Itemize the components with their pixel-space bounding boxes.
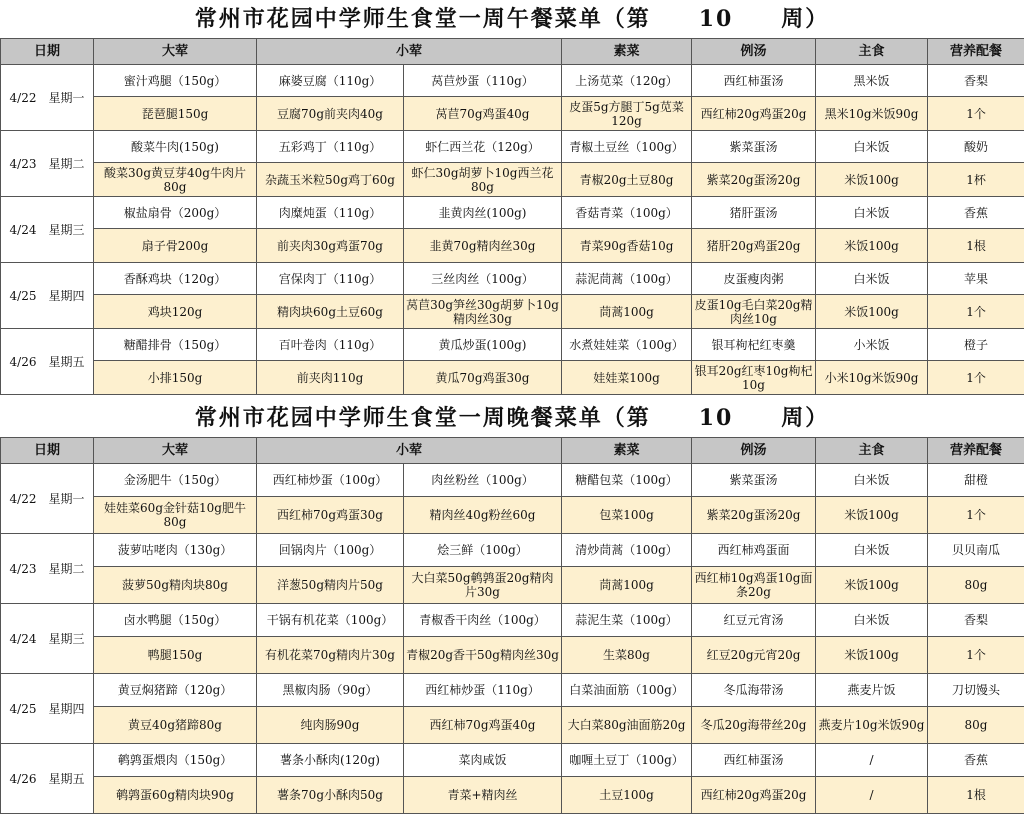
dish-name-cell: 百叶卷肉（110g）: [257, 329, 404, 361]
ingredient-row: [1, 707, 1024, 744]
ingredient-cell: 莴苣30g笋丝30g胡萝卜10g精肉丝30g: [404, 295, 562, 329]
dish-name-cell: 冬瓜海带汤: [692, 674, 816, 707]
dish-name-cell: 鹌鹑蛋煨肉（150g）: [94, 744, 257, 777]
ingredient-cell: 杂蔬玉米粒50g鸡丁60g: [257, 163, 404, 197]
ingredient-cell: 青菜90g香菇10g: [562, 229, 692, 263]
ingredient-cell: 有机花菜70g精肉片30g: [257, 637, 404, 674]
ingredient-row: [1, 497, 1024, 534]
column-header: 例汤: [692, 438, 816, 464]
ingredient-cell: 1根: [928, 777, 1024, 814]
dish-name-row: [1, 464, 1024, 497]
ingredient-cell: 娃娃菜60g金针菇10g肥牛80g: [94, 497, 257, 534]
dish-name-cell: 肉糜炖蛋（110g）: [257, 197, 404, 229]
dish-name-cell: 五彩鸡丁（110g）: [257, 131, 404, 163]
dish-name-cell: 水煮娃娃菜（100g）: [562, 329, 692, 361]
date-cell: 4/26 星期五: [1, 329, 94, 395]
ingredient-cell: 米饭100g: [816, 567, 928, 604]
ingredient-cell: 西红柿20g鸡蛋20g: [692, 97, 816, 131]
dish-name-cell: 西红柿蛋汤: [692, 65, 816, 97]
dish-name-cell: 紫菜蛋汤: [692, 131, 816, 163]
dish-name-cell: 香菇青菜（100g）: [562, 197, 692, 229]
date-cell: 4/24 星期三: [1, 604, 94, 674]
dish-name-row: [1, 674, 1024, 707]
dish-name-cell: 蜜汁鸡腿（150g）: [94, 65, 257, 97]
dish-name-row: [1, 65, 1024, 97]
ingredient-cell: /: [816, 777, 928, 814]
ingredient-cell: 前夹肉110g: [257, 361, 404, 395]
dish-name-cell: 菜肉咸饭: [404, 744, 562, 777]
dish-name-cell: 白米饭: [816, 534, 928, 567]
ingredient-cell: 1根: [928, 229, 1024, 263]
ingredient-cell: 米饭100g: [816, 295, 928, 329]
column-header: 营养配餐: [928, 438, 1024, 464]
ingredient-cell: 土豆100g: [562, 777, 692, 814]
column-header: 大荤: [94, 438, 257, 464]
dish-name-cell: 猪肝蛋汤: [692, 197, 816, 229]
dish-name-cell: 白菜油面筋（100g）: [562, 674, 692, 707]
ingredient-row: [1, 229, 1024, 263]
dish-name-cell: 青椒香干肉丝（100g）: [404, 604, 562, 637]
dish-name-row: [1, 744, 1024, 777]
dish-name-cell: 西红柿蛋汤: [692, 744, 816, 777]
dish-name-row: [1, 329, 1024, 361]
ingredient-cell: 银耳20g红枣10g枸杞10g: [692, 361, 816, 395]
ingredient-cell: 大白菜80g油面筋20g: [562, 707, 692, 744]
dish-name-cell: 白米饭: [816, 263, 928, 295]
ingredient-cell: 燕麦片10g米饭90g: [816, 707, 928, 744]
dish-name-cell: 贝贝南瓜: [928, 534, 1024, 567]
dish-name-cell: 麻婆豆腐（110g）: [257, 65, 404, 97]
date-cell: 4/26 星期五: [1, 744, 94, 814]
ingredient-cell: 黄豆40g猪蹄80g: [94, 707, 257, 744]
dish-name-cell: 黑米饭: [816, 65, 928, 97]
column-header: 例汤: [692, 39, 816, 65]
dish-name-cell: 西红柿炒蛋（100g）: [257, 464, 404, 497]
dish-name-cell: 西红柿鸡蛋面: [692, 534, 816, 567]
column-header: 小荤: [257, 39, 562, 65]
dish-name-cell: 椒盐扇骨（200g）: [94, 197, 257, 229]
dish-name-cell: 白米饭: [816, 604, 928, 637]
date-cell: 4/22 星期一: [1, 464, 94, 534]
ingredient-cell: 紫菜20g蛋汤20g: [692, 163, 816, 197]
dish-name-cell: 肉丝粉丝（100g）: [404, 464, 562, 497]
column-header: 主食: [816, 39, 928, 65]
ingredient-row: [1, 361, 1024, 395]
ingredient-cell: 琵琶腿150g: [94, 97, 257, 131]
dish-name-cell: 甜橙: [928, 464, 1024, 497]
ingredient-cell: 鸭腿150g: [94, 637, 257, 674]
dish-name-cell: 白米饭: [816, 464, 928, 497]
ingredient-row: [1, 777, 1024, 814]
ingredient-cell: 茼蒿100g: [562, 567, 692, 604]
column-header: 大荤: [94, 39, 257, 65]
dish-name-cell: 白米饭: [816, 131, 928, 163]
ingredient-cell: 前夹肉30g鸡蛋70g: [257, 229, 404, 263]
ingredient-cell: 生菜80g: [562, 637, 692, 674]
ingredient-cell: 精肉块60g土豆60g: [257, 295, 404, 329]
dish-name-cell: 小米饭: [816, 329, 928, 361]
dish-name-cell: 酸奶: [928, 131, 1024, 163]
ingredient-cell: 茼蒿100g: [562, 295, 692, 329]
dish-name-cell: 紫菜蛋汤: [692, 464, 816, 497]
dish-name-cell: 苹果: [928, 263, 1024, 295]
ingredient-cell: 黑米10g米饭90g: [816, 97, 928, 131]
ingredient-cell: 1个: [928, 295, 1024, 329]
column-header: 营养配餐: [928, 39, 1024, 65]
ingredient-row: [1, 567, 1024, 604]
ingredient-cell: 猪肝20g鸡蛋20g: [692, 229, 816, 263]
ingredient-cell: 冬瓜20g海带丝20g: [692, 707, 816, 744]
header-row: [1, 438, 1024, 464]
dish-name-cell: 糖醋排骨（150g）: [94, 329, 257, 361]
lunch-menu-table: [0, 38, 1024, 395]
dish-name-row: [1, 197, 1024, 229]
ingredient-cell: 菠萝50g精肉块80g: [94, 567, 257, 604]
dish-name-cell: 刀切馒头: [928, 674, 1024, 707]
dish-name-cell: 黄豆焖猪蹄（120g）: [94, 674, 257, 707]
ingredient-cell: 紫菜20g蛋汤20g: [692, 497, 816, 534]
ingredient-cell: 1个: [928, 361, 1024, 395]
column-header: 小荤: [257, 438, 562, 464]
ingredient-cell: 娃娃菜100g: [562, 361, 692, 395]
ingredient-cell: 米饭100g: [816, 637, 928, 674]
ingredient-cell: 80g: [928, 567, 1024, 604]
dish-name-cell: 莴苣炒蛋（110g）: [404, 65, 562, 97]
ingredient-cell: 青菜+精肉丝: [404, 777, 562, 814]
dish-name-cell: 香蕉: [928, 744, 1024, 777]
ingredient-cell: 酸菜30g黄豆芽40g牛肉片80g: [94, 163, 257, 197]
dish-name-cell: 橙子: [928, 329, 1024, 361]
ingredient-cell: 莴苣70g鸡蛋40g: [404, 97, 562, 131]
ingredient-cell: 80g: [928, 707, 1024, 744]
ingredient-cell: 鸡块120g: [94, 295, 257, 329]
dish-name-cell: 燕麦片饭: [816, 674, 928, 707]
dish-name-cell: 上汤苋菜（120g）: [562, 65, 692, 97]
column-header: 素菜: [562, 438, 692, 464]
dish-name-cell: 咖喱土豆丁（100g）: [562, 744, 692, 777]
ingredient-cell: 西红柿20g鸡蛋20g: [692, 777, 816, 814]
dish-name-row: [1, 604, 1024, 637]
dish-name-cell: 皮蛋瘦肉粥: [692, 263, 816, 295]
column-header: 素菜: [562, 39, 692, 65]
ingredient-cell: 米饭100g: [816, 229, 928, 263]
ingredient-cell: 洋葱50g精肉片50g: [257, 567, 404, 604]
date-cell: 4/25 星期四: [1, 263, 94, 329]
ingredient-cell: 扇子骨200g: [94, 229, 257, 263]
dish-name-cell: 烩三鲜（100g）: [404, 534, 562, 567]
ingredient-cell: 米饭100g: [816, 163, 928, 197]
dish-name-cell: 薯条小酥肉(120g): [257, 744, 404, 777]
ingredient-cell: 豆腐70g前夹肉40g: [257, 97, 404, 131]
ingredient-cell: 小排150g: [94, 361, 257, 395]
ingredient-cell: 青椒20g土豆80g: [562, 163, 692, 197]
column-header: 主食: [816, 438, 928, 464]
dish-name-cell: 香梨: [928, 604, 1024, 637]
dinner-menu-title: 常州市花园中学师生食堂一周晚餐菜单（第 10 周）: [0, 399, 1024, 437]
dish-name-cell: /: [816, 744, 928, 777]
ingredient-cell: 大白菜50g鹌鹑蛋20g精肉片30g: [404, 567, 562, 604]
dish-name-row: [1, 263, 1024, 295]
ingredient-cell: 皮蛋5g方腿丁5g苋菜120g: [562, 97, 692, 131]
dish-name-cell: 香蕉: [928, 197, 1024, 229]
dish-name-cell: 宫保肉丁（110g）: [257, 263, 404, 295]
ingredient-row: [1, 637, 1024, 674]
ingredient-row: [1, 163, 1024, 197]
lunch-menu-title: 常州市花园中学师生食堂一周午餐菜单（第 10 周）: [0, 0, 1024, 38]
ingredient-cell: 1杯: [928, 163, 1024, 197]
dish-name-cell: 西红柿炒蛋（110g）: [404, 674, 562, 707]
ingredient-row: [1, 97, 1024, 131]
dish-name-cell: 蒜泥生菜（100g）: [562, 604, 692, 637]
dish-name-cell: 银耳枸杞红枣羹: [692, 329, 816, 361]
date-cell: 4/25 星期四: [1, 674, 94, 744]
ingredient-cell: 西红柿70g鸡蛋30g: [257, 497, 404, 534]
ingredient-cell: 鹌鹑蛋60g精肉块90g: [94, 777, 257, 814]
dish-name-cell: 酸菜牛肉(150g): [94, 131, 257, 163]
ingredient-cell: 精肉丝40g粉丝60g: [404, 497, 562, 534]
ingredient-cell: 薯条70g小酥肉50g: [257, 777, 404, 814]
dish-name-cell: 黄瓜炒蛋(100g): [404, 329, 562, 361]
dish-name-cell: 白米饭: [816, 197, 928, 229]
dish-name-cell: 菠萝咕咾肉（130g）: [94, 534, 257, 567]
ingredient-cell: 西红柿10g鸡蛋10g面条20g: [692, 567, 816, 604]
ingredient-cell: 1个: [928, 497, 1024, 534]
ingredient-cell: 皮蛋10g毛白菜20g精肉丝10g: [692, 295, 816, 329]
ingredient-cell: 1个: [928, 637, 1024, 674]
dish-name-cell: 干锅有机花菜（100g）: [257, 604, 404, 637]
dish-name-cell: 卤水鸭腿（150g）: [94, 604, 257, 637]
dish-name-cell: 虾仁西兰花（120g）: [404, 131, 562, 163]
ingredient-cell: 红豆20g元宵20g: [692, 637, 816, 674]
date-cell: 4/22 星期一: [1, 65, 94, 131]
dinner-menu-table: [0, 437, 1024, 814]
dish-name-cell: 韭黄肉丝(100g): [404, 197, 562, 229]
ingredient-cell: 西红柿70g鸡蛋40g: [404, 707, 562, 744]
ingredient-cell: 小米10g米饭90g: [816, 361, 928, 395]
date-cell: 4/23 星期二: [1, 131, 94, 197]
dish-name-cell: 金汤肥牛（150g）: [94, 464, 257, 497]
ingredient-cell: 青椒20g香干50g精肉丝30g: [404, 637, 562, 674]
dish-name-cell: 黑椒肉肠（90g）: [257, 674, 404, 707]
dish-name-row: [1, 131, 1024, 163]
dish-name-cell: 清炒茼蒿（100g）: [562, 534, 692, 567]
ingredient-cell: 虾仁30g胡萝卜10g西兰花80g: [404, 163, 562, 197]
dish-name-cell: 糖醋包菜（100g）: [562, 464, 692, 497]
ingredient-cell: 包菜100g: [562, 497, 692, 534]
dish-name-cell: 回锅肉片（100g）: [257, 534, 404, 567]
column-header: 日期: [1, 39, 94, 65]
header-row: [1, 39, 1024, 65]
ingredient-cell: 纯肉肠90g: [257, 707, 404, 744]
ingredient-cell: 韭黄70g精肉丝30g: [404, 229, 562, 263]
ingredient-cell: 黄瓜70g鸡蛋30g: [404, 361, 562, 395]
dish-name-cell: 香梨: [928, 65, 1024, 97]
ingredient-row: [1, 295, 1024, 329]
column-header: 日期: [1, 438, 94, 464]
dish-name-cell: 青椒土豆丝（100g）: [562, 131, 692, 163]
ingredient-cell: 1个: [928, 97, 1024, 131]
dish-name-cell: 三丝肉丝（100g）: [404, 263, 562, 295]
date-cell: 4/23 星期二: [1, 534, 94, 604]
dish-name-cell: 红豆元宵汤: [692, 604, 816, 637]
dish-name-cell: 香酥鸡块（120g）: [94, 263, 257, 295]
date-cell: 4/24 星期三: [1, 197, 94, 263]
dish-name-cell: 蒜泥茼蒿（100g）: [562, 263, 692, 295]
dish-name-row: [1, 534, 1024, 567]
ingredient-cell: 米饭100g: [816, 497, 928, 534]
